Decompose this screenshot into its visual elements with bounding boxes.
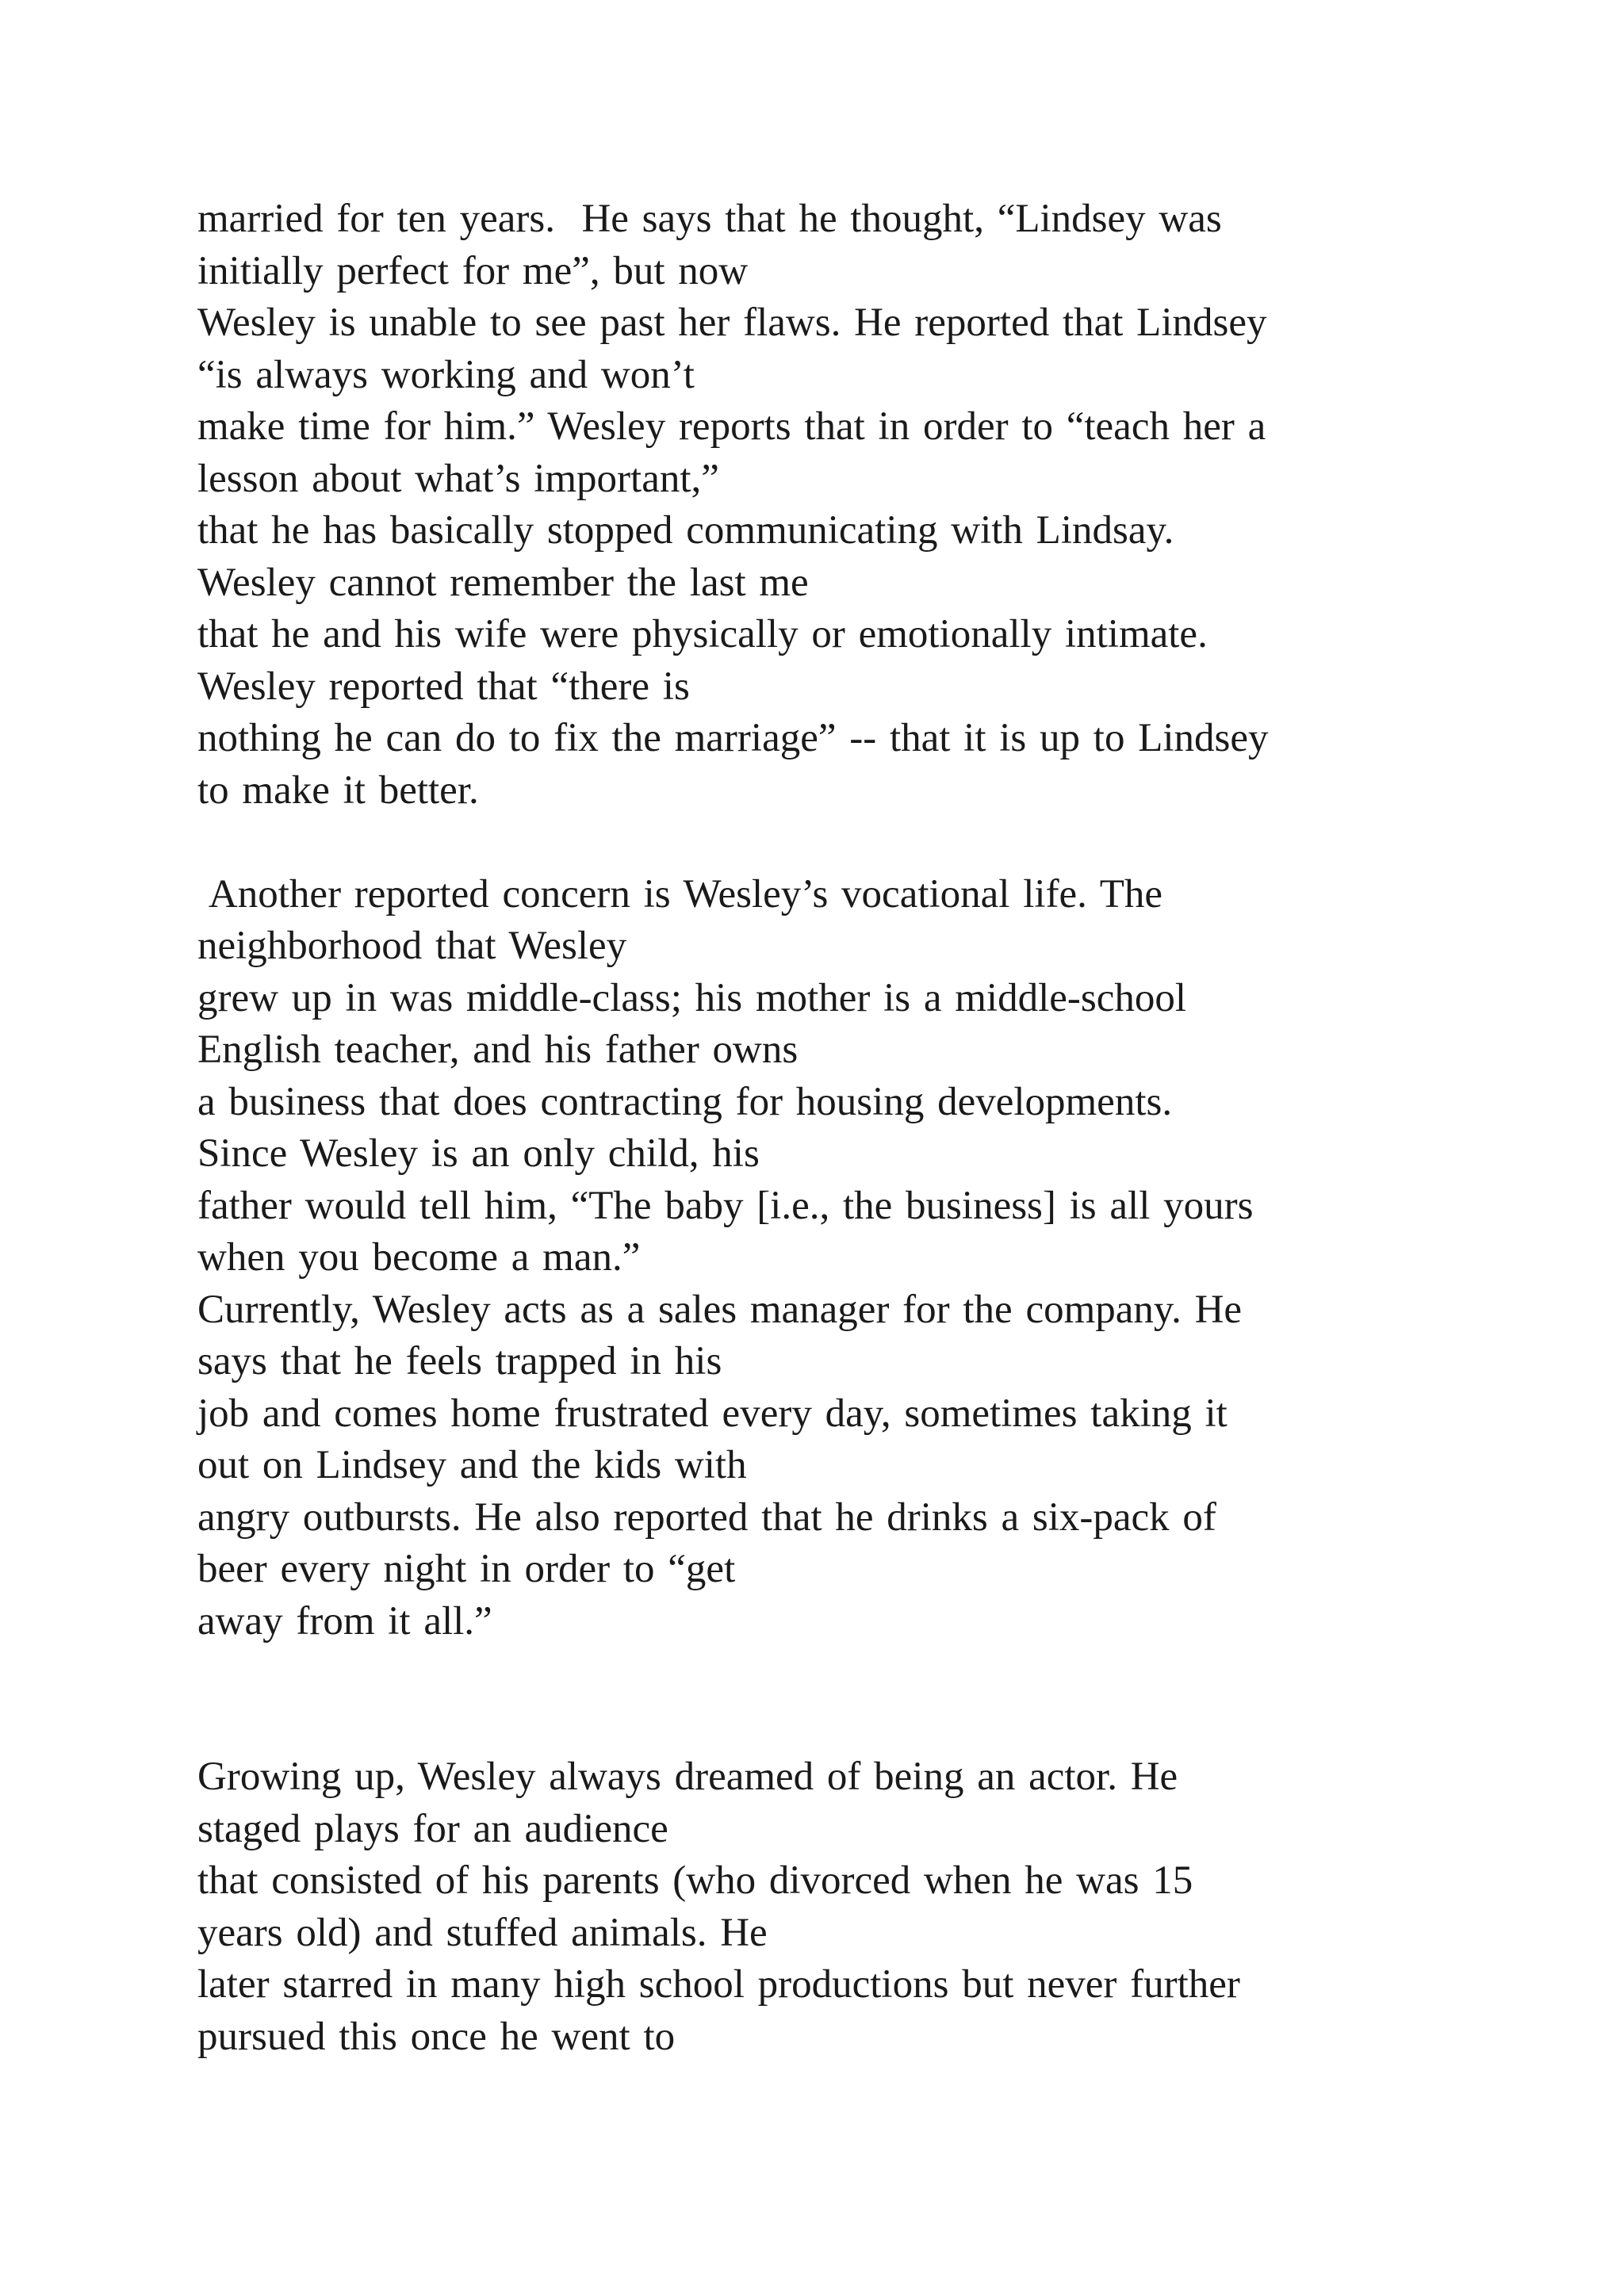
text-line: later starred in many high school productions but never further — [197, 1962, 1240, 2007]
text-line: lesson about what’s important,” — [197, 456, 719, 501]
text-line: that he and his wife were physically or emotionally intimate. — [197, 612, 1208, 656]
text-line: Currently, Wesley acts as a sales manager for the company. He — [197, 1287, 1243, 1332]
text-line: initially perfect for me”, but now — [197, 248, 749, 293]
text-line: years old) and stuffed animals. He — [197, 1910, 768, 1955]
text-line: out on Lindsey and the kids with — [197, 1443, 747, 1487]
text-line: nothing he can do to fix the marriage” -- that it is up to Lindsey — [197, 716, 1269, 760]
text-line: when you become a man.” — [197, 1235, 641, 1280]
text-line: “is always working and won’t — [197, 352, 695, 397]
text-line: make time for him.” Wesley reports that in order to “teach her a — [197, 404, 1266, 449]
text-line: pursued this once he went to — [197, 2014, 676, 2059]
text-line: grew up in was middle-class; his mother is a middle-school — [197, 975, 1187, 1020]
document-body — [197, 193, 1434, 2063]
text-line: staged plays for an audience — [197, 1806, 668, 1851]
text-line: Growing up, Wesley always dreamed of being an actor. He — [197, 1755, 1178, 1799]
text-line: beer every night in order to “get — [197, 1547, 736, 1591]
text-line: away from it all.” — [197, 1598, 492, 1644]
text-line: married for ten years. He says that he thought, “Lindsey was — [197, 197, 1222, 241]
text-line: neighborhood that Wesley — [197, 924, 627, 968]
paragraph-marriage — [197, 193, 1434, 817]
text-line: father would tell him, “The baby [i.e., the business] is all yours — [197, 1183, 1254, 1228]
text-line: English teacher, and his father owns — [197, 1027, 799, 1072]
text-line: Another reported concern is Wesley’s vocational life. The — [197, 871, 1163, 916]
paragraph-spacer — [197, 817, 1434, 869]
text-line: Wesley reported that “there is — [197, 664, 690, 709]
text-line: job and comes home frustrated every day, sometimes taking it — [197, 1391, 1228, 1436]
text-line: that consisted of his parents (who divorced when he was 15 — [197, 1858, 1193, 1903]
paragraph-acting — [197, 1751, 1434, 2063]
text-line: a business that does contracting for housing developments. — [197, 1079, 1173, 1124]
text-line: that he has basically stopped communicating with Lindsay. — [197, 508, 1174, 553]
text-line: Wesley is unable to see past her flaws. He reported that Lindsey — [197, 300, 1267, 345]
paragraph-spacer — [197, 1647, 1434, 1751]
text-line: to make it better. — [197, 767, 479, 813]
text-line: Since Wesley is an only child, his — [197, 1131, 760, 1176]
paragraph-vocational — [197, 869, 1434, 1648]
text-line: says that he feels trapped in his — [197, 1339, 722, 1383]
text-line: Wesley cannot remember the last me — [197, 560, 809, 605]
text-line: angry outbursts. He also reported that he drinks a six-pack of — [197, 1494, 1216, 1540]
